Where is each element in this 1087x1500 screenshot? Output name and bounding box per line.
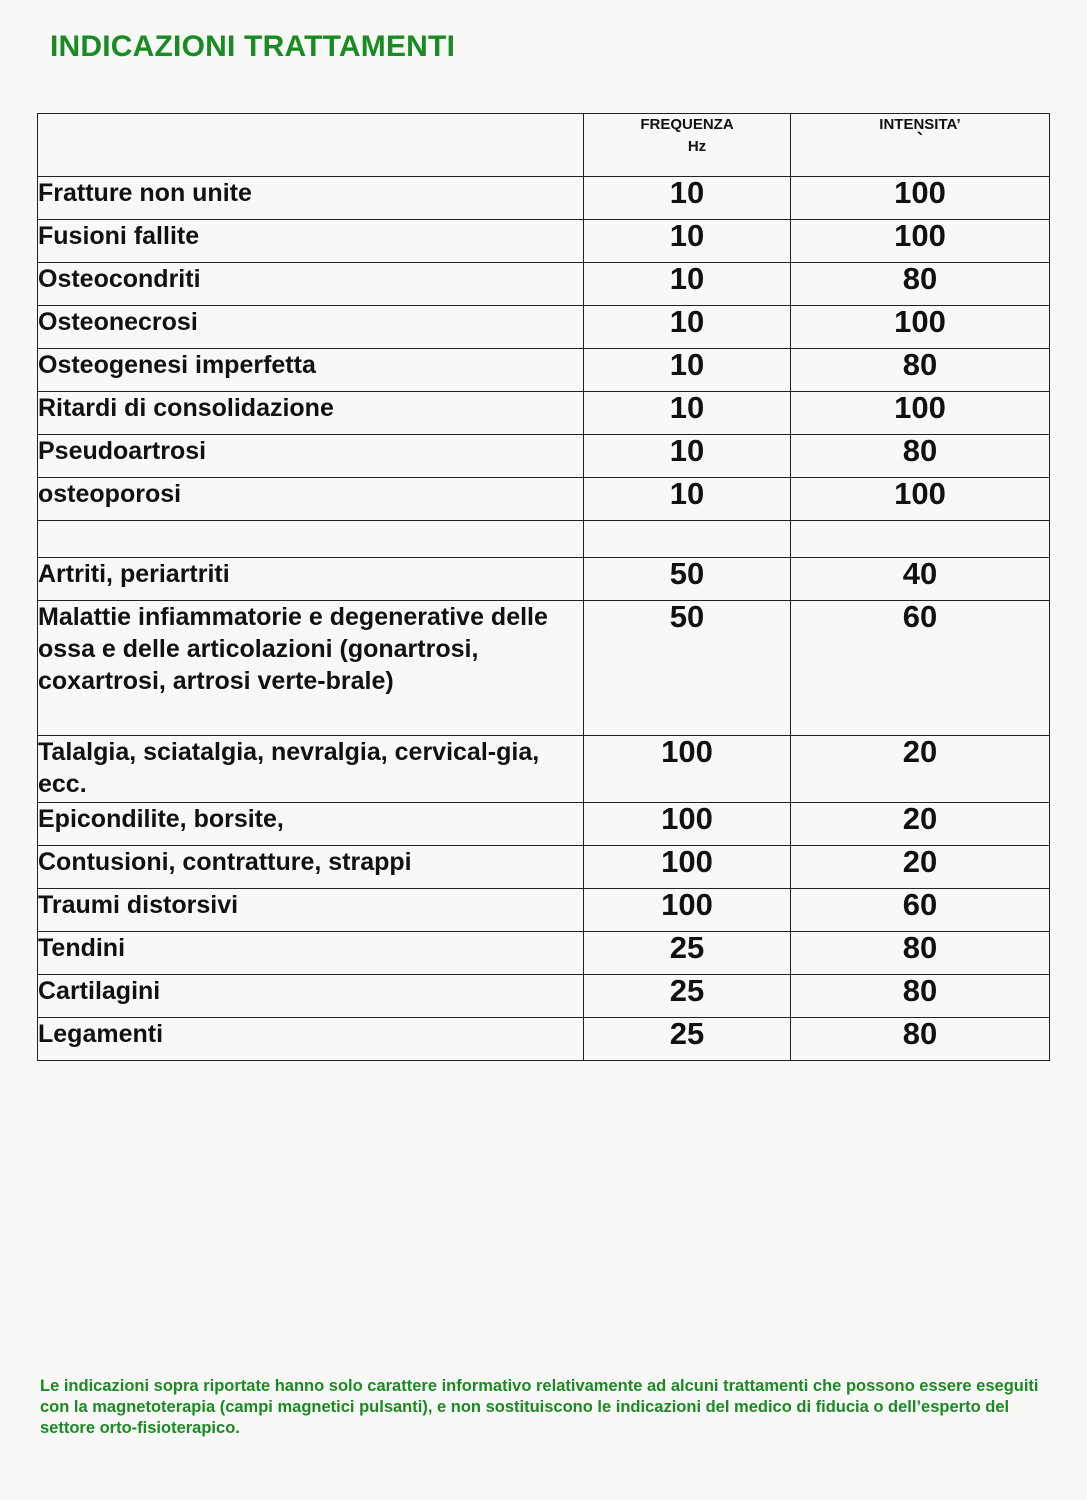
intensity-cell: 20 (791, 846, 1050, 889)
intensity-cell: 60 (791, 889, 1050, 932)
condition-cell (38, 521, 584, 558)
intensity-cell: 20 (791, 803, 1050, 846)
frequency-cell: 10 (584, 349, 791, 392)
table-row (38, 558, 1050, 601)
condition-cell: Malattie infiammatorie e degenerative delle ossa e delle articolazioni (gonartrosi, coxartrosi, artrosi verte-brale) (38, 601, 584, 736)
frequency-cell: 25 (584, 975, 791, 1018)
table-row (38, 846, 1050, 889)
frequency-cell: 50 (584, 601, 791, 736)
condition-cell: osteoporosi (38, 478, 584, 521)
table-row (38, 975, 1050, 1018)
frequency-cell: 10 (584, 478, 791, 521)
intensity-cell: 80 (791, 1018, 1050, 1061)
intensity-cell: 80 (791, 975, 1050, 1018)
intensity-cell: 100 (791, 478, 1050, 521)
condition-cell: Ritardi di consolidazione (38, 392, 584, 435)
condition-header (38, 114, 584, 177)
frequency-unit: Hz (687, 138, 707, 155)
table-row (38, 435, 1050, 478)
condition-cell: Legamenti (38, 1018, 584, 1061)
condition-cell: Cartilagini (38, 975, 584, 1018)
intensity-cell: 80 (791, 263, 1050, 306)
condition-cell: Fratture non unite (38, 177, 584, 220)
table-row (38, 392, 1050, 435)
table-header-row (38, 114, 1050, 177)
intensity-header (791, 114, 1050, 177)
frequency-cell: 10 (584, 220, 791, 263)
table-row (38, 263, 1050, 306)
frequency-cell: 25 (584, 932, 791, 975)
condition-cell: Osteonecrosi (38, 306, 584, 349)
frequency-cell: 100 (584, 736, 791, 803)
condition-cell: Epicondilite, borsite, (38, 803, 584, 846)
table-row (38, 803, 1050, 846)
condition-cell: Traumi distorsivi (38, 889, 584, 932)
frequency-cell: 10 (584, 263, 791, 306)
table-row (38, 177, 1050, 220)
frequency-cell: 100 (584, 846, 791, 889)
table-row (38, 220, 1050, 263)
intensity-header-label: INTENSITA’ (879, 116, 961, 133)
footnote: Le indicazioni sopra riportate hanno solo carattere informativo relativamente ad alcuni trattamenti che possono essere eseguiti con la magnetoterapia (campi magnetici pulsanti), e non sostituiscono le indicazioni del medico di fiducia o dell’esperto del settore orto-fisioterapico. (40, 1377, 1039, 1437)
condition-cell: Fusioni fallite (38, 220, 584, 263)
table-row (38, 1018, 1050, 1061)
table-row (38, 601, 1050, 736)
page-title: INDICAZIONI TRATTAMENTI (50, 30, 456, 63)
intensity-cell: 80 (791, 932, 1050, 975)
intensity-cell: 40 (791, 558, 1050, 601)
condition-cell: Osteogenesi imperfetta (38, 349, 584, 392)
intensity-cell: 60 (791, 601, 1050, 736)
frequency-cell: 10 (584, 392, 791, 435)
frequency-cell: 100 (584, 803, 791, 846)
intensity-cell: 20 (791, 736, 1050, 803)
intensity-cell: 100 (791, 306, 1050, 349)
frequency-cell: 10 (584, 177, 791, 220)
table-row (38, 306, 1050, 349)
table-row (38, 521, 1050, 558)
table-row (38, 349, 1050, 392)
frequency-cell: 25 (584, 1018, 791, 1061)
intensity-cell (791, 521, 1050, 558)
intensity-cell: 80 (791, 435, 1050, 478)
condition-cell: Pseudoartrosi (38, 435, 584, 478)
frequency-cell: 50 (584, 558, 791, 601)
frequency-cell: 100 (584, 889, 791, 932)
condition-cell: Osteocondriti (38, 263, 584, 306)
condition-cell: Artriti, periartriti (38, 558, 584, 601)
intensity-cell: 100 (791, 177, 1050, 220)
frequency-cell (584, 521, 791, 558)
intensity-cell: 100 (791, 220, 1050, 263)
frequency-cell: 10 (584, 306, 791, 349)
intensity-cell: 80 (791, 349, 1050, 392)
condition-cell: Contusioni, contratture, strappi (38, 846, 584, 889)
frequency-header (584, 114, 791, 177)
treatment-table (37, 113, 1050, 1061)
table-row (38, 478, 1050, 521)
condition-cell: Tendini (38, 932, 584, 975)
frequency-cell: 10 (584, 435, 791, 478)
intensity-cell: 100 (791, 392, 1050, 435)
frequency-header-label: FREQUENZA (640, 116, 734, 133)
table-row (38, 889, 1050, 932)
intensity-accent-mark: ` (916, 130, 924, 152)
condition-cell: Talalgia, sciatalgia, nevralgia, cervical-gia, ecc. (38, 736, 584, 803)
table-row (38, 736, 1050, 803)
table-row (38, 932, 1050, 975)
